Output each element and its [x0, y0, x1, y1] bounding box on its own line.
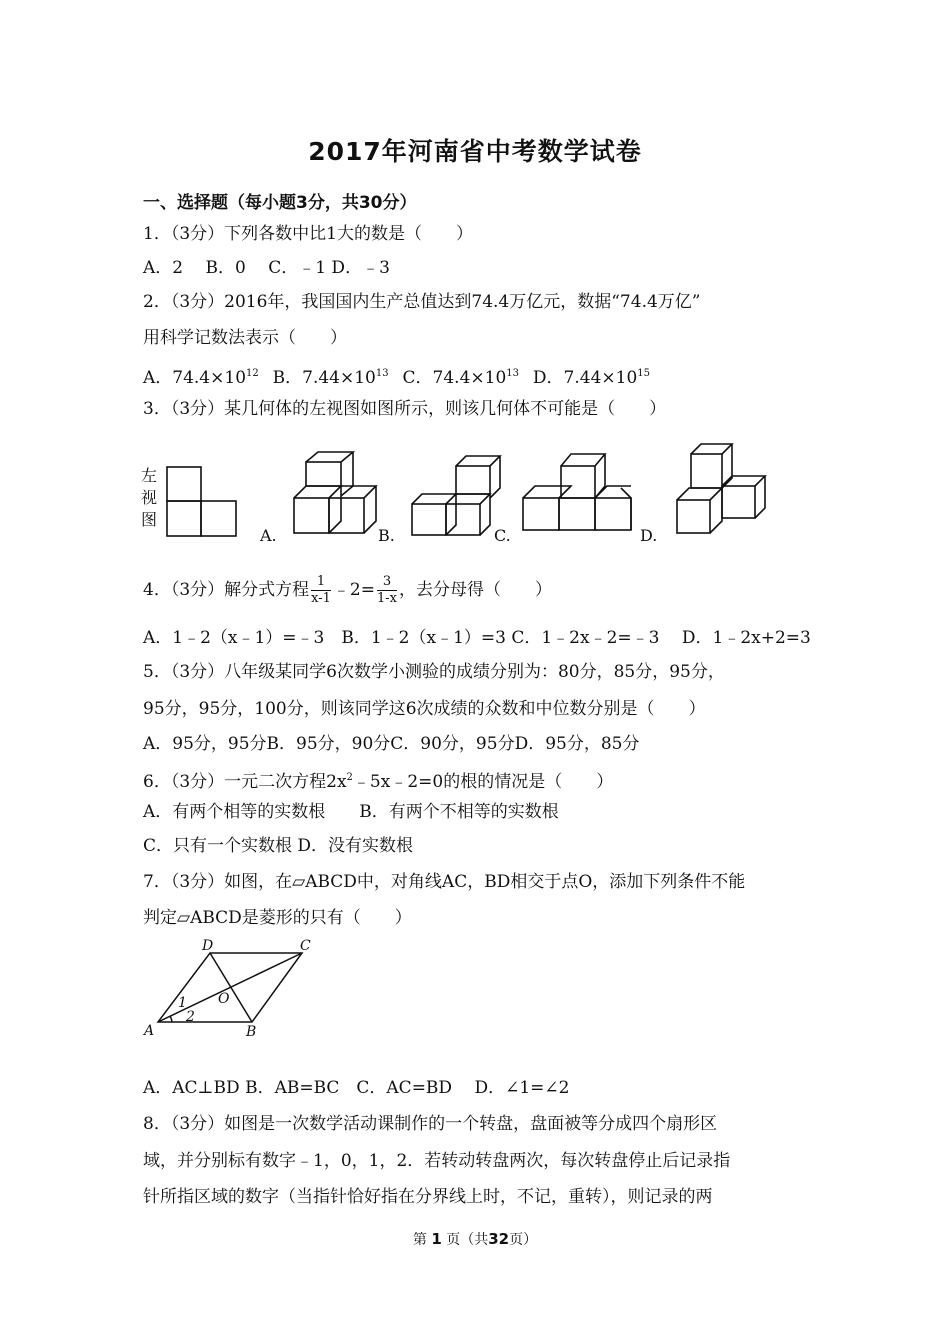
q2-option-b: B．7.44×10 [272, 368, 376, 388]
q4-fraction-2 [377, 574, 397, 607]
q2-option-c: C．74.4×10 [402, 368, 507, 388]
q3-figures [160, 440, 850, 550]
q6-stem [143, 766, 613, 794]
q3-left-view-char: 视 [141, 488, 158, 507]
q8-line3: 针所指区域的数字（当指针恰好指在分界线上时，不记，重转），则记录的两 [143, 1187, 713, 1207]
q8-line1: 8．（3分）如图是一次数学活动课制作的一个转盘，盘面被等分成四个扇形区 [143, 1114, 718, 1134]
q8-line2: 域，并分别标有数字﹣1，0，1，2．若转动转盘两次，每次转盘停止后记录指 [143, 1151, 731, 1171]
q4-stem [143, 572, 552, 608]
page-title: 2017年河南省中考数学试卷 [308, 137, 642, 166]
q5-stem-line1: 5．（3分）八年级某同学6次数学小测验的成绩分别为：80分，85分，95分， [143, 662, 725, 682]
q3-left-view-label [141, 465, 161, 531]
q4-fraction-1 [311, 574, 331, 607]
q6-stem-exponent: 2 [346, 772, 353, 783]
footer-middle: 页（共 [446, 1232, 489, 1248]
q2-stem-line1: 2．（3分）2016年，我国国内生产总值达到74.4万亿元，数据“74.4万亿” [143, 292, 701, 312]
q6-options-cd: C．只有一个实数根 D．没有实数根 [143, 836, 414, 856]
q3-label-c: C. [494, 526, 511, 545]
q3-figure-d [677, 444, 765, 533]
q3-label-a: A. [260, 526, 277, 545]
q4-options: A．1﹣2（x﹣1）=﹣3 B．1﹣2（x﹣1）=3 C．1﹣2x﹣2=﹣3 D．1﹣2x+2=3 [143, 628, 811, 648]
q6-stem-suffix: ﹣5x﹣2=0的根的情况是（ ） [352, 772, 614, 792]
q7-label-angle1: 1 [178, 995, 187, 1011]
q6-options-ab: A．有两个相等的实数根 B．有两个不相等的实数根 [143, 802, 559, 822]
q7-label-b: B [246, 1024, 257, 1040]
q2-options [143, 362, 650, 390]
q3-label-d: D. [640, 526, 658, 545]
q7-stem-line1: 7．（3分）如图，在▱ABCD中，对角线AC，BD相交于点O，添加下列条件不能 [143, 872, 746, 892]
q2-exp-a: 12 [246, 368, 259, 379]
q2-option-a: A．74.4×10 [143, 368, 247, 388]
q3-figure-b [412, 456, 500, 535]
footer-prefix: 第 [412, 1232, 427, 1248]
footer-total-pages: 32 [488, 1230, 510, 1248]
q2-exp-c: 13 [506, 368, 520, 379]
q2-stem-line2: 用科学记数法表示（ ） [143, 328, 347, 348]
q1-stem: 1．（3分）下列各数中比1大的数是（ ） [143, 224, 473, 244]
q7-label-a: A [144, 1023, 155, 1039]
footer-page-number: 1 [431, 1230, 442, 1248]
q7-stem-line2: 判定▱ABCD是菱形的只有（ ） [143, 908, 412, 928]
q1-options: A．2 B．0 C．﹣1 D．﹣3 [143, 258, 390, 278]
q2-exp-d: 15 [637, 368, 651, 379]
q7-options: A．AC⊥BD B．AB=BC C．AC=BD D．∠1=∠2 [143, 1078, 570, 1098]
q4-stem-middle: ﹣2= [332, 580, 375, 600]
q3-left-view-char: 图 [141, 510, 158, 529]
q6-stem-prefix: 6．（3分）一元二次方程2x [143, 772, 347, 792]
q4-frac2-num: 3 [377, 574, 397, 591]
q3-left-view-char: 左 [141, 466, 158, 485]
q3-label-b: B. [378, 526, 395, 545]
q4-stem-suffix: ，去分母得（ ） [398, 580, 552, 600]
footer-suffix: 页） [509, 1232, 538, 1248]
q3-figure-a [294, 452, 376, 533]
section-header: 一、选择题（每小题3分，共30分） [143, 193, 417, 213]
q4-frac1-num: 1 [311, 574, 331, 591]
q4-frac2-den: 1-x [376, 591, 397, 606]
q2-option-d: D．7.44×10 [532, 368, 638, 388]
q4-stem-prefix: 4．（3分）解分式方程 [143, 580, 310, 600]
q7-label-angle2: 2 [186, 1009, 195, 1025]
q7-label-c: C [300, 938, 311, 954]
q5-options: A．95分，95分B．95分，90分C．90分，95分D．95分，85分 [143, 734, 640, 754]
q7-label-d: D [202, 938, 214, 954]
q3-figure-c [523, 454, 631, 530]
q2-exp-b: 13 [375, 368, 389, 379]
q4-frac1-den: x-1 [311, 591, 331, 606]
page-footer [0, 1229, 950, 1249]
q7-parallelogram-figure [140, 935, 330, 1045]
q3-stem: 3．（3分）某几何体的左视图如图所示，则该几何体不可能是（ ） [143, 399, 667, 419]
q3-left-view-figure [167, 467, 236, 536]
q5-stem-line2: 95分，95分，100分，则该同学这6次成绩的众数和中位数分别是（ ） [143, 699, 706, 719]
q7-label-o: O [218, 991, 230, 1007]
